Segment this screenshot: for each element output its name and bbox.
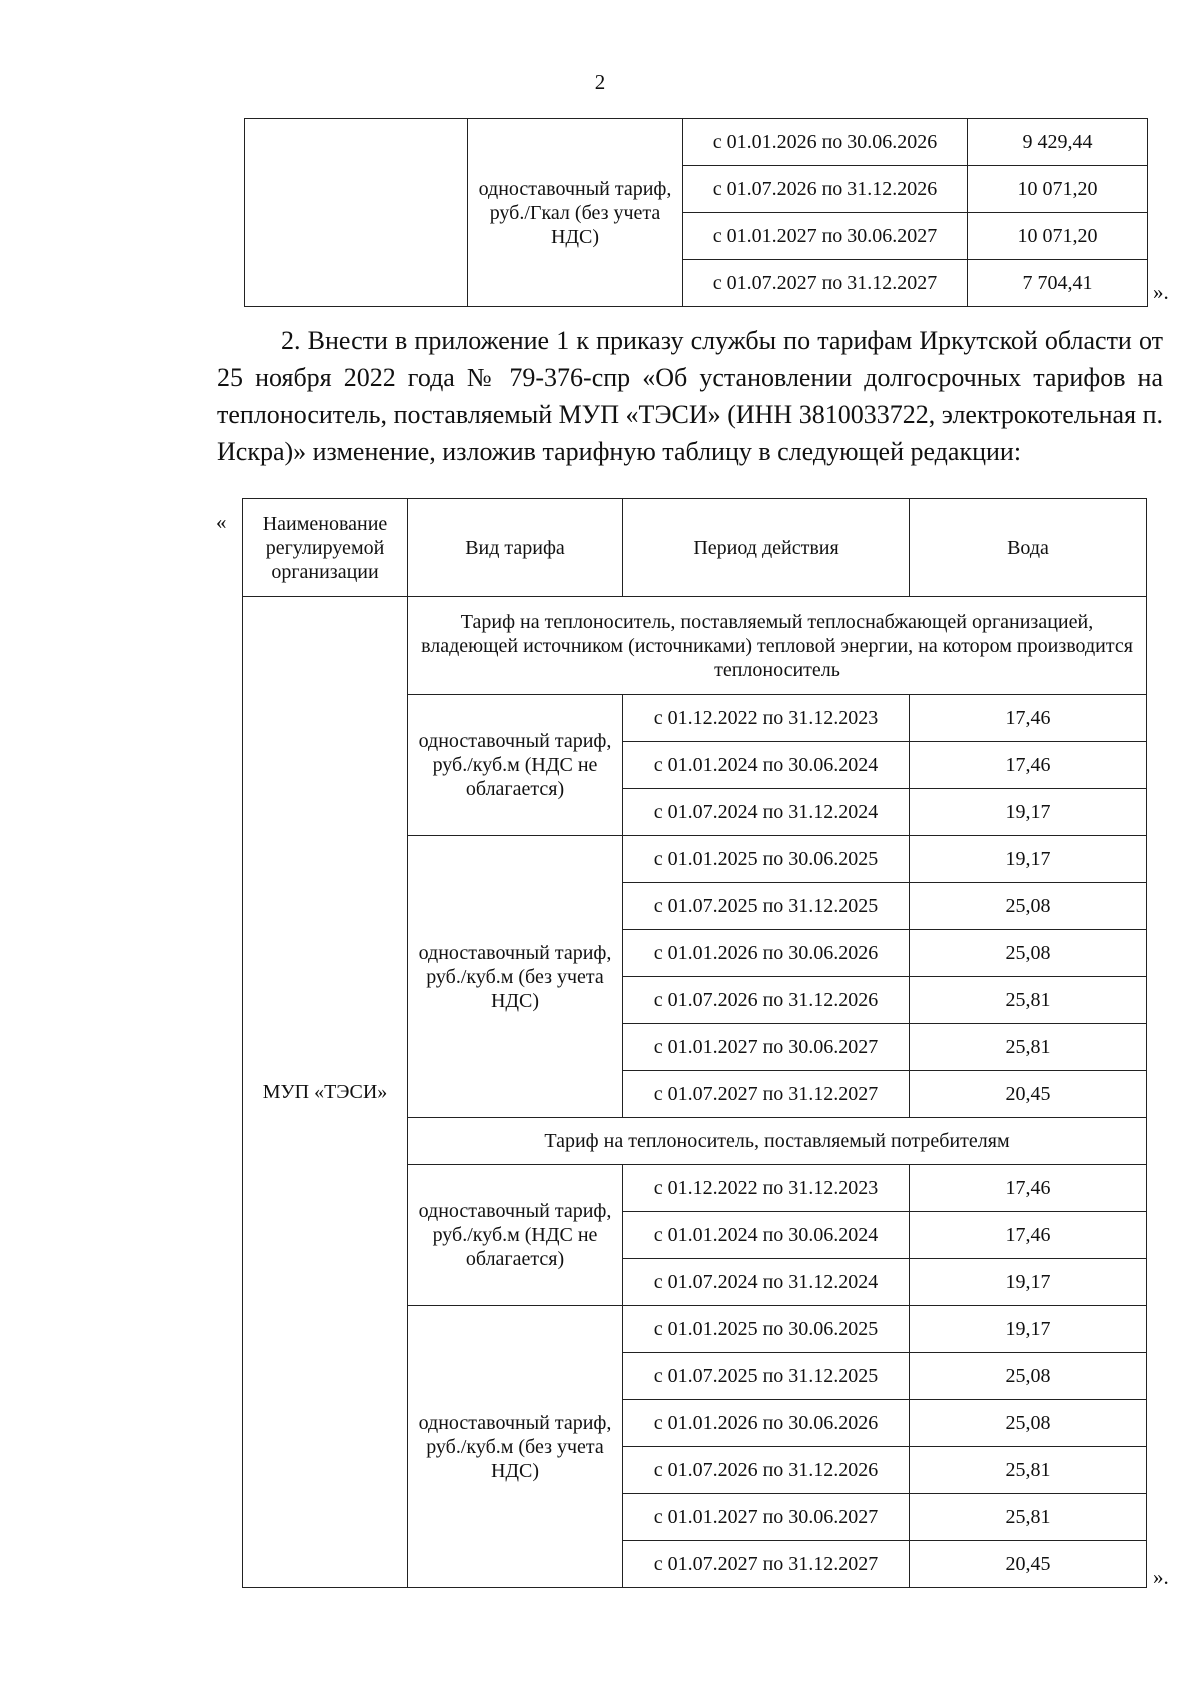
amendment-paragraph: 2. Внести в приложение 1 к приказу службы по тарифам Иркутской области от 25 ноября 2022 года № 79-376-спр «Об установлении долгосрочных тарифов на теплоноситель, поставляемый МУП «ТЭСИ» (ИНН 3810033722, электрокотельная п. Искра)» изменение, изложив тарифную таблицу в следующей редакции: (217, 326, 1163, 466)
value-cell: 19,17 (910, 789, 1147, 836)
period-cell: с 01.01.2026 по 30.06.2026 (623, 1400, 910, 1447)
value-cell: 17,46 (910, 742, 1147, 789)
page-number: 2 (594, 70, 606, 94)
period-cell: с 01.01.2025 по 30.06.2025 (623, 836, 910, 883)
tariff-type-cell: одноставочный тариф, руб./куб.м (без учета НДС) (408, 1306, 623, 1588)
period-cell: с 01.01.2027 по 30.06.2027 (623, 1494, 910, 1541)
tariff-type-cell: одноставочный тариф, руб./Гкал (без учета НДС) (468, 119, 683, 307)
value-cell: 25,08 (910, 883, 1147, 930)
period-cell: с 01.07.2027 по 31.12.2027 (623, 1541, 910, 1588)
period-cell: с 01.07.2027 по 31.12.2027 (623, 1071, 910, 1118)
opening-quote-mark: « (216, 510, 227, 534)
period-cell: с 01.01.2026 по 30.06.2026 (623, 930, 910, 977)
value-cell: 25,81 (910, 1494, 1147, 1541)
section-title: Тариф на теплоноситель, поставляемый потребителям (408, 1118, 1147, 1165)
tariff-type-cell: одноставочный тариф, руб./куб.м (НДС не облагается) (408, 1165, 623, 1306)
header-tariff-type: Вид тарифа (408, 499, 623, 597)
period-cell: с 01.01.2024 по 30.06.2024 (623, 1212, 910, 1259)
period-cell: с 01.07.2026 по 31.12.2026 (623, 977, 910, 1024)
closing-quote-mark: ». (1153, 1565, 1169, 1589)
header-org: Наименование регулируемой организации (243, 499, 408, 597)
value-cell: 7 704,41 (968, 260, 1148, 307)
period-cell: с 01.01.2027 по 30.06.2027 (623, 1024, 910, 1071)
period-cell: с 01.07.2025 по 31.12.2025 (623, 883, 910, 930)
organization-cell: МУП «ТЭСИ» (243, 597, 408, 1588)
period-cell: с 01.01.2025 по 30.06.2025 (623, 1306, 910, 1353)
value-cell: 19,17 (910, 1306, 1147, 1353)
tariff-table-water (242, 498, 1147, 1588)
value-cell: 17,46 (910, 1212, 1147, 1259)
period-cell: с 01.12.2022 по 31.12.2023 (623, 1165, 910, 1212)
period-cell: с 01.07.2024 по 31.12.2024 (623, 789, 910, 836)
org-cell-empty (245, 119, 468, 307)
value-cell: 20,45 (910, 1071, 1147, 1118)
tariff-table-heat (244, 118, 1148, 307)
period-cell: с 01.07.2027 по 31.12.2027 (683, 260, 968, 307)
value-cell: 20,45 (910, 1541, 1147, 1588)
closing-quote-mark: ». (1153, 280, 1169, 304)
tariff-type-cell: одноставочный тариф, руб./куб.м (без учета НДС) (408, 836, 623, 1118)
period-cell: с 01.01.2024 по 30.06.2024 (623, 742, 910, 789)
value-cell: 10 071,20 (968, 213, 1148, 260)
value-cell: 25,08 (910, 1353, 1147, 1400)
value-cell: 25,81 (910, 977, 1147, 1024)
value-cell: 17,46 (910, 1165, 1147, 1212)
period-cell: с 01.01.2026 по 30.06.2026 (683, 119, 968, 166)
value-cell: 17,46 (910, 695, 1147, 742)
period-cell: с 01.01.2027 по 30.06.2027 (683, 213, 968, 260)
tariff-type-cell: одноставочный тариф, руб./куб.м (НДС не облагается) (408, 695, 623, 836)
value-cell: 25,08 (910, 930, 1147, 977)
section-title: Тариф на теплоноситель, поставляемый теплоснабжающей организацией, владеющей источником (источниками) тепловой энергии, на котором производится теплоноситель (408, 597, 1147, 695)
section-row (243, 597, 1147, 695)
period-cell: с 01.12.2022 по 31.12.2023 (623, 695, 910, 742)
value-cell: 25,81 (910, 1447, 1147, 1494)
value-cell: 9 429,44 (968, 119, 1148, 166)
value-cell: 19,17 (910, 1259, 1147, 1306)
table-row (245, 119, 1148, 166)
header-row (243, 499, 1147, 597)
period-cell: с 01.07.2025 по 31.12.2025 (623, 1353, 910, 1400)
value-cell: 10 071,20 (968, 166, 1148, 213)
period-cell: с 01.07.2024 по 31.12.2024 (623, 1259, 910, 1306)
header-period: Период действия (623, 499, 910, 597)
header-water: Вода (910, 499, 1147, 597)
value-cell: 25,81 (910, 1024, 1147, 1071)
period-cell: с 01.07.2026 по 31.12.2026 (623, 1447, 910, 1494)
value-cell: 25,08 (910, 1400, 1147, 1447)
value-cell: 19,17 (910, 836, 1147, 883)
period-cell: с 01.07.2026 по 31.12.2026 (683, 166, 968, 213)
